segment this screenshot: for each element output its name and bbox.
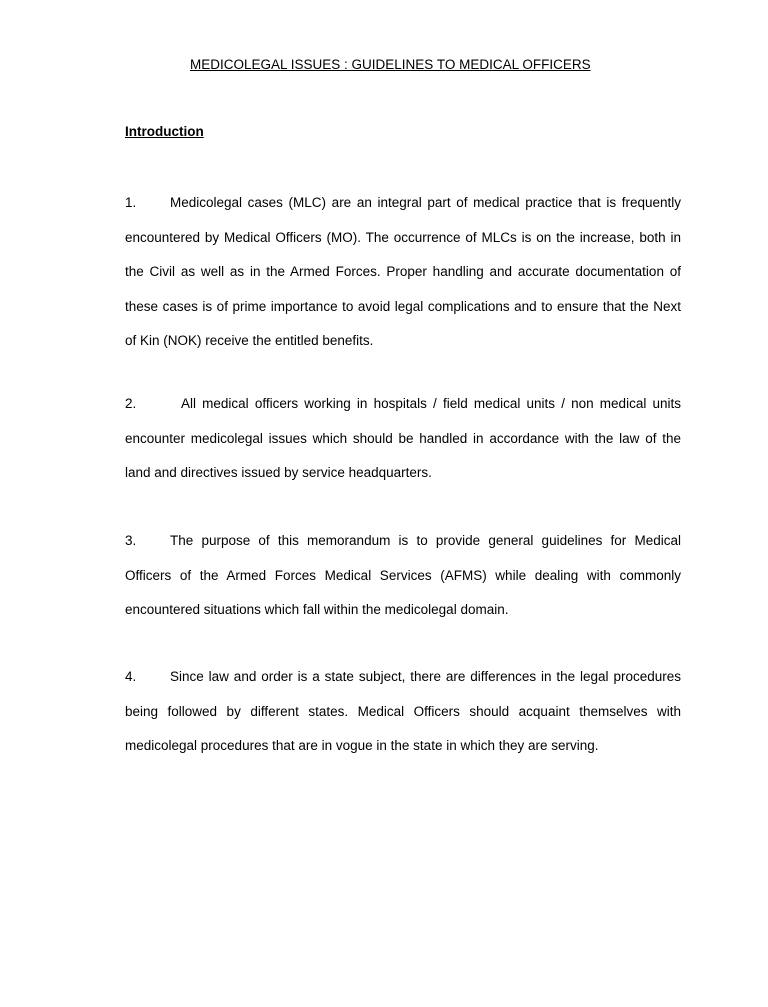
paragraph-number: 4. xyxy=(125,669,137,684)
page-title: MEDICOLEGAL ISSUES : GUIDELINES TO MEDICAL OFFICERS xyxy=(190,57,591,72)
paragraph-text: All medical officers working in hospitals / field medical units / non medical units encounter medicolegal issues which should be handled in accordance with the law of the land and directives issued by service headquarters. xyxy=(125,396,681,480)
paragraph-4 xyxy=(125,660,681,764)
section-heading-introduction: Introduction xyxy=(125,124,204,139)
paragraph-text: Medicolegal cases (MLC) are an integral part of medical practice that is frequently encountered by Medical Officers (MO). The occurrence of MLCs is on the increase, both in the Civil as well as in the Armed Forces. Proper handling and accurate documentation of these cases is of prime importance to avoid legal complications and to ensure that the Next of Kin (NOK) receive the entitled benefits. xyxy=(125,195,681,348)
paragraph-text: Since law and order is a state subject, there are differences in the legal procedures being followed by different states. Medical Officers should acquaint themselves with medicolegal procedures that are in vogue in the state in which they are serving. xyxy=(125,669,681,753)
paragraph-number: 3. xyxy=(125,533,137,548)
paragraph-number: 2. xyxy=(125,396,137,411)
paragraph-number: 1. xyxy=(125,195,137,210)
paragraph-3 xyxy=(125,524,681,628)
paragraph-1 xyxy=(125,186,681,359)
paragraph-2 xyxy=(125,387,681,491)
paragraph-text: The purpose of this memorandum is to provide general guidelines for Medical Officers of the Armed Forces Medical Services (AFMS) while dealing with commonly encountered situations which fall within the medicolegal domain. xyxy=(125,533,681,617)
